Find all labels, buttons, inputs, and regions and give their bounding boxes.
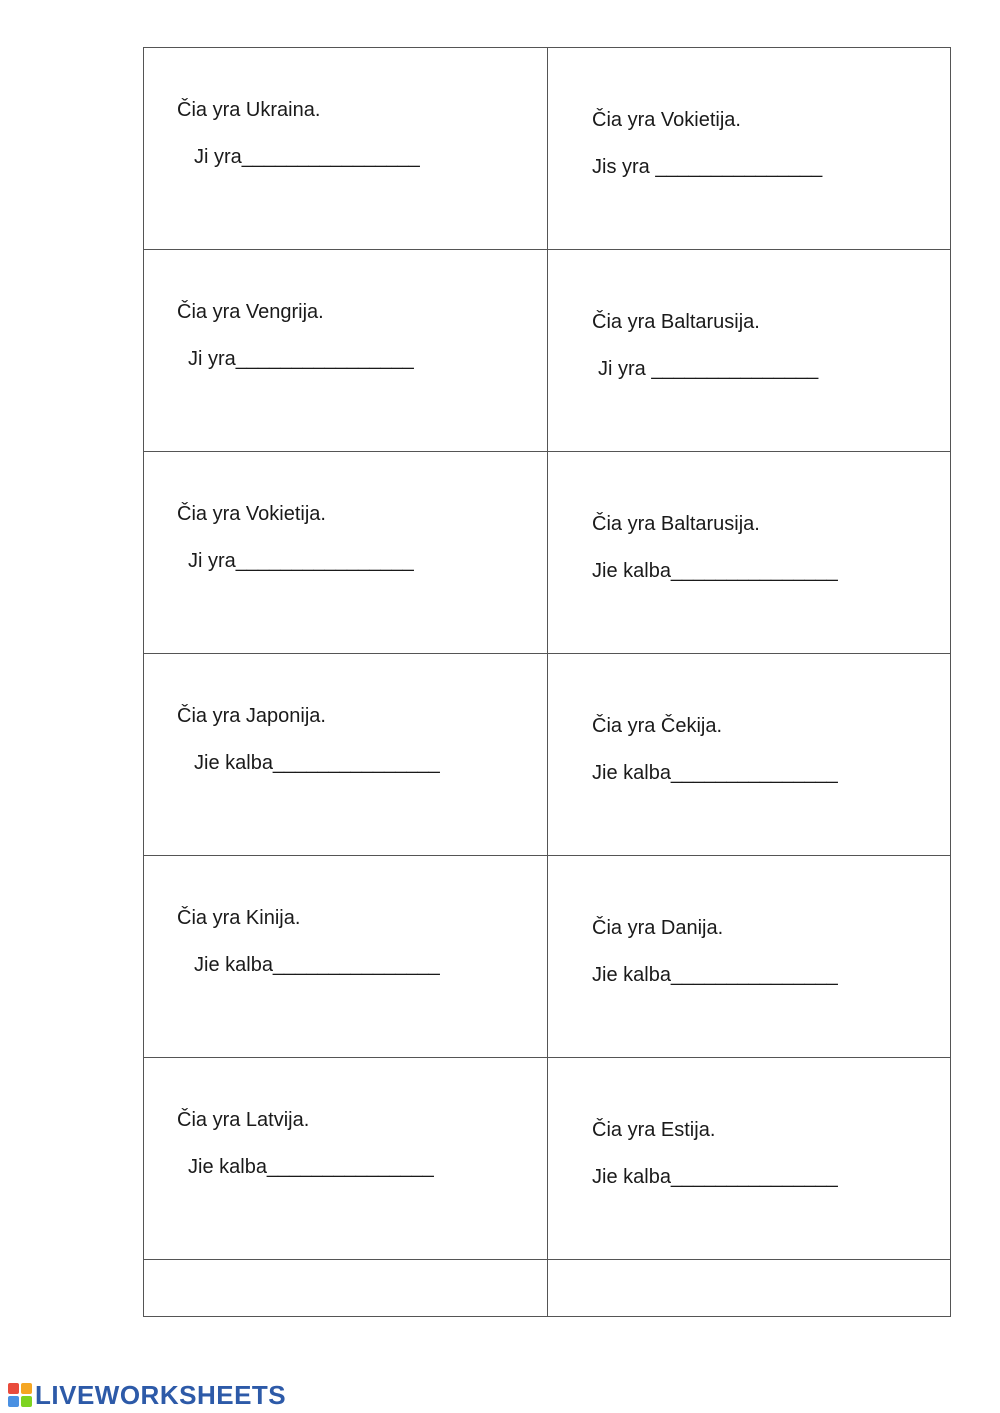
cell-answer-prompt: Jie kalba_______________: [592, 1166, 838, 1188]
table-cell: [548, 452, 950, 654]
cell-answer-prompt: Ji yra________________: [194, 146, 420, 168]
liveworksheets-brand: [8, 1379, 287, 1410]
cell-question: Čia yra Vokietija.: [177, 503, 326, 525]
cell-answer-prompt: Ji yra________________: [188, 348, 414, 370]
cell-question: Čia yra Danija.: [592, 917, 724, 939]
cell-answer-prompt: Jie kalba_______________: [194, 752, 440, 774]
cell-question: Čia yra Estija.: [592, 1119, 716, 1141]
cell-question: Čia yra Vokietija.: [592, 109, 741, 131]
table-cell: [548, 250, 950, 452]
table-cell: [144, 856, 548, 1058]
cell-answer-prompt: Jie kalba_______________: [592, 964, 838, 986]
cell-question: Čia yra Baltarusija.: [592, 513, 760, 535]
cell-question: Čia yra Latvija.: [177, 1109, 310, 1131]
liveworksheets-logo-icon: [8, 1383, 32, 1407]
worksheet-table: [143, 47, 951, 1317]
cell-question: Čia yra Baltarusija.: [592, 311, 760, 333]
cell-answer-prompt: Jis yra _______________: [592, 156, 823, 178]
table-cell: [144, 48, 548, 250]
cell-answer-prompt: Ji yra________________: [188, 550, 414, 572]
table-cell: [548, 856, 950, 1058]
table-cell: [548, 654, 950, 856]
table-cell: [144, 1058, 548, 1260]
cell-question: Čia yra Ukraina.: [177, 99, 321, 121]
cell-answer-prompt: Jie kalba_______________: [592, 560, 838, 582]
table-cell: [144, 452, 548, 654]
cell-answer-prompt: Jie kalba_______________: [194, 954, 440, 976]
table-cell: [144, 250, 548, 452]
brand-wordmark: LIVEWORKSHEETS: [35, 1379, 287, 1410]
table-cell: [144, 654, 548, 856]
cell-question: Čia yra Kinija.: [177, 907, 301, 929]
empty-table-cell: [548, 1260, 950, 1316]
cell-answer-prompt: Jie kalba_______________: [592, 762, 838, 784]
cell-answer-prompt: Ji yra _______________: [598, 358, 819, 380]
table-cell: [548, 48, 950, 250]
empty-table-cell: [144, 1260, 548, 1316]
cell-question: Čia yra Japonija.: [177, 705, 326, 727]
cell-question: Čia yra Vengrija.: [177, 301, 324, 323]
cell-answer-prompt: Jie kalba_______________: [188, 1156, 434, 1178]
cell-question: Čia yra Čekija.: [592, 715, 723, 737]
table-cell: [548, 1058, 950, 1260]
